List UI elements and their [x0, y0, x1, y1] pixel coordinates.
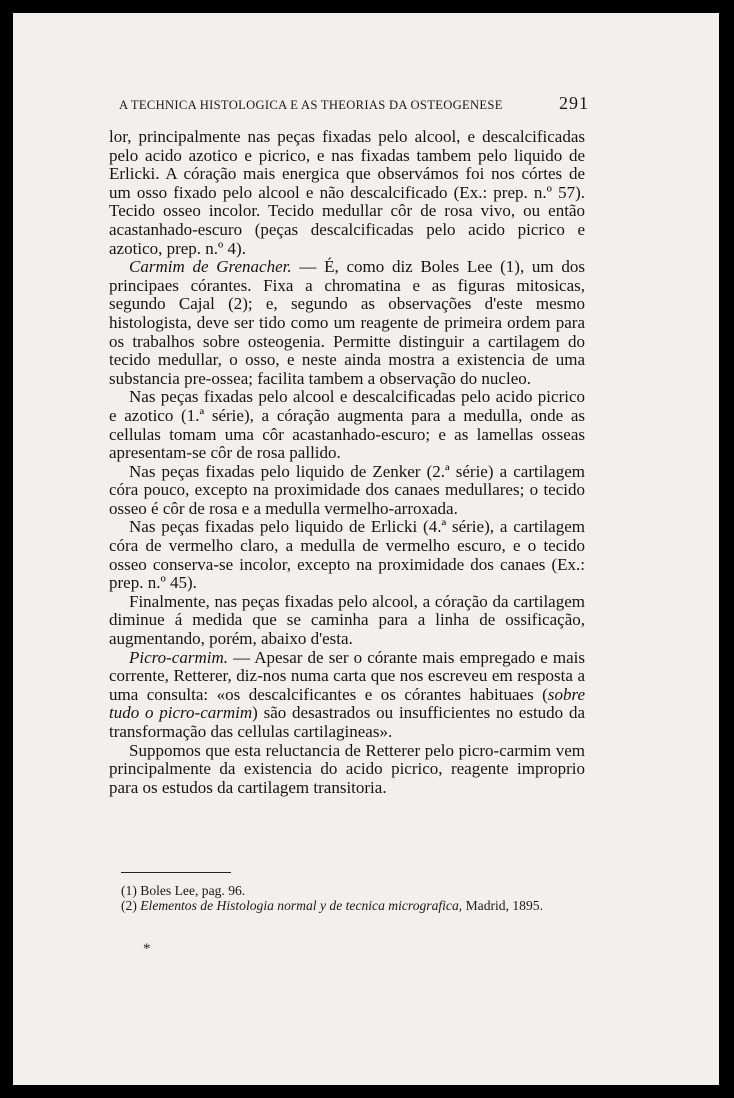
paragraph-6: Finalmente, nas peças fixadas pelo alcool, a córação da cartilagem diminue á medida que se caminha para a linha de ossificação, augmentando, porém, abaixo d'esta. [109, 591, 585, 649]
running-title: A TECHNICA HISTOLOGICA E AS THEORIAS DA OSTEOGENESE [119, 98, 503, 112]
page [13, 13, 719, 1085]
running-header [119, 93, 589, 114]
paragraph-2-text: — É, como diz Boles Lee (1), um dos principaes córantes. Fixa a chromatina e as figuras mitosicas, segundo Cajal (2); e, segundo as observações d'este mesmo histologista, deve ser tido como um reagente de primeira ordem para os trabalhos sobre osteogenia. Permitte distinguir a cartilagem do tecido medullar, o osso, e neste ainda mostra a existencia de uma substancia pre-ossea; facilita tambem a observação do nucleo. [109, 257, 586, 388]
footnote-2-rest: Madrid, 1895. [462, 898, 543, 914]
page-number: 291 [559, 93, 589, 113]
paragraph-7-text-b: ) são desastrados ou insufficientes no estudo da transformação das cellulas cartilagineas». [109, 703, 585, 741]
paragraph-7-text-a: — Apesar de ser o córante mais empregado e mais corrente, Retterer, diz-nos numa carta que nos escreveu em resposta a uma consulta: «os descalcificantes e os córantes habituaes ( [109, 647, 585, 704]
footnote-2-title: Elementos de Histologia normal y de tecnica micrografica, [140, 898, 463, 914]
paragraph-8: Suppomos que esta reluctancia de Retterer pelo picro-carmim vem principalmente da existencia do acido picrico, reagente improprio para os estudos da cartilagem transitoria. [109, 740, 585, 797]
paragraph-2 [109, 258, 585, 388]
body-text [109, 128, 585, 797]
footnote-2 [109, 898, 585, 913]
footnote-2-number: (2) [121, 898, 141, 914]
paragraph-4: Nas peças fixadas pelo liquido de Zenker (2.ª série) a cartilagem córa pouco, excepto na proximidade dos canaes medullares; o tecido osseo é côr de rosa e a medulla vermelho-arroxada. [109, 461, 585, 518]
section-title-picro-carmim: Picro-carmim. [129, 647, 228, 667]
footnotes [109, 883, 585, 914]
paragraph-1: lor, principalmente nas peças fixadas pelo alcool, e descalcificadas pelo acido azotico e picrico, e nas fixadas tambem pelo liquido de Erlicki. A córação mais energica que observámos foi nos córtes de um osso fixado pelo alcool e não descalcificado (Ex.: prep. n.º 57). Tecido osseo incolor. Tecido medullar côr de rosa vivo, ou então acastanhado-escuro (peças descalcificadas pelo acido picrico e azotico, prep. n.º 4). [109, 127, 585, 258]
paragraph-7 [109, 649, 585, 742]
footnote-1: (1) Boles Lee, pag. 96. [121, 883, 246, 898]
section-title-carmim: Carmim de Grenacher. [129, 257, 292, 277]
paragraph-7-italic: sobre tudo o picro-carmim [109, 684, 585, 723]
footnote-rule [121, 872, 231, 873]
signature-mark: * [143, 941, 151, 957]
paragraph-5: Nas peças fixadas pelo liquido de Erlicki (4.ª série), a cartilagem córa de vermelho claro, a medulla de vermelho escuro, e o tecido osseo conserva-se incolor, excepto na proximidade dos canaes (Ex.: prep. n.º 45). [109, 517, 585, 593]
paragraph-3: Nas peças fixadas pelo alcool e descalcificadas pelo acido picrico e azotico (1.ª série), a córação augmenta para a medulla, onde as cellulas tomam uma côr acastanhado-escuro; e as lamellas osseas apresentam-se côr de rosa pallido. [109, 387, 585, 463]
